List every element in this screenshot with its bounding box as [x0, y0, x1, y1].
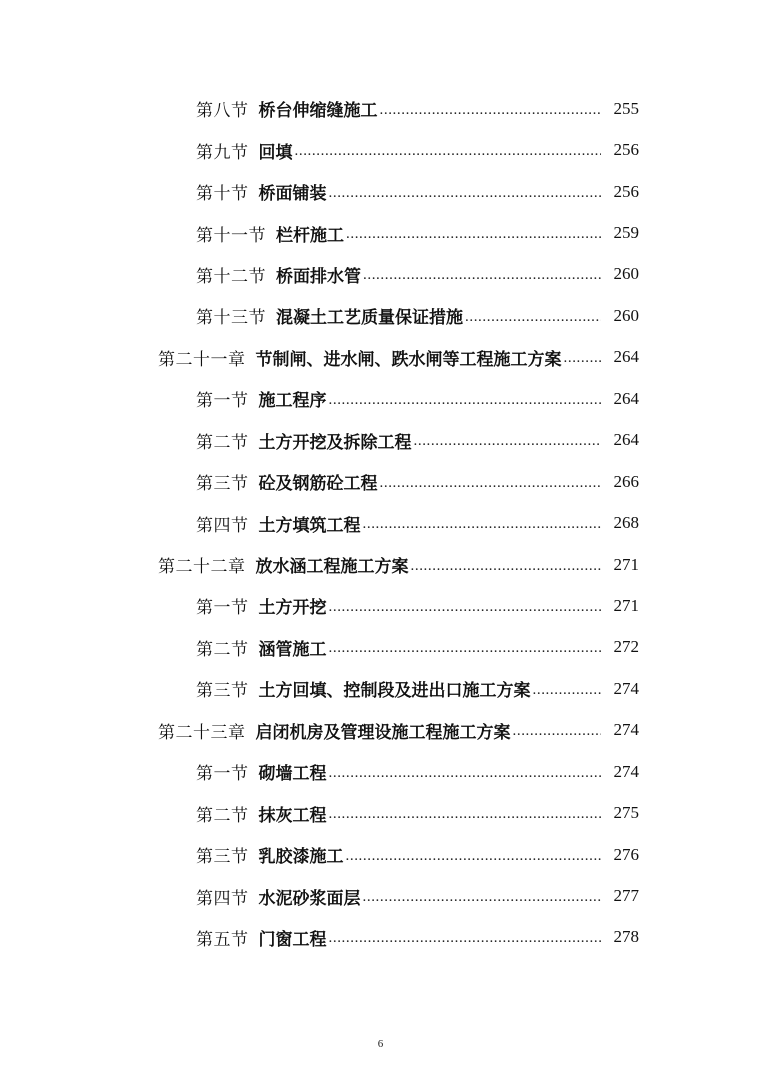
- toc-entry-title: 涵管施工: [258, 639, 327, 660]
- toc-entry-title: 土方填筑工程: [258, 515, 361, 536]
- toc-entry-number: 第一节: [196, 598, 249, 619]
- toc-entry-title: 混凝土工艺质量保证措施: [276, 308, 463, 329]
- toc-entry-page: 256: [613, 140, 639, 160]
- toc-entry-page: 274: [613, 761, 639, 781]
- dot-leader: [380, 476, 602, 492]
- toc-entry-number: 第二节: [196, 639, 249, 660]
- toc-entry-number: 第二十一章: [158, 349, 246, 370]
- toc-entry-page: 275: [613, 803, 639, 823]
- page-number: 6: [377, 1038, 384, 1050]
- toc-entry-title: 桥面铺装: [258, 184, 327, 205]
- toc-entry-number: 第四节: [196, 515, 249, 536]
- toc-section-entry[interactable]: [0, 420, 761, 461]
- toc-chapter-entry[interactable]: [0, 337, 761, 378]
- toc-entry-page: 277: [613, 886, 639, 906]
- dot-leader: [329, 931, 602, 947]
- dot-leader: [564, 351, 602, 367]
- toc-entry-number: 第二十三章: [158, 722, 246, 743]
- toc-entry-number: 第十节: [196, 184, 249, 205]
- dot-leader: [414, 434, 602, 450]
- table-of-contents: [0, 88, 761, 958]
- dot-leader: [533, 683, 602, 699]
- toc-entry-title: 启闭机房及管理设施工程施工方案: [255, 722, 511, 743]
- toc-entry-number: 第九节: [196, 142, 249, 163]
- toc-section-entry[interactable]: [0, 88, 761, 129]
- toc-entry-number: 第三节: [196, 847, 249, 868]
- dot-leader: [363, 268, 601, 284]
- dot-leader: [411, 559, 602, 575]
- toc-entry-page: 260: [613, 264, 639, 284]
- toc-section-entry[interactable]: [0, 129, 761, 170]
- toc-entry-page: 256: [613, 181, 639, 201]
- dot-leader: [346, 227, 601, 243]
- toc-section-entry[interactable]: [0, 751, 761, 792]
- dot-leader: [380, 103, 602, 119]
- toc-entry-page: 260: [613, 305, 639, 325]
- toc-chapter-entry[interactable]: [0, 710, 761, 751]
- toc-entry-number: 第一节: [196, 764, 249, 785]
- toc-entry-title: 水泥砂浆面层: [258, 888, 361, 909]
- toc-entry-page: 264: [613, 388, 639, 408]
- toc-entry-page: 268: [613, 513, 639, 533]
- dot-leader: [329, 641, 602, 657]
- toc-entry-title: 放水涵工程施工方案: [255, 557, 409, 578]
- dot-leader: [295, 144, 602, 160]
- toc-entry-title: 回填: [258, 142, 293, 163]
- toc-entry-page: 272: [613, 637, 639, 657]
- toc-entry-title: 施工程序: [258, 391, 327, 412]
- toc-entry-page: 278: [613, 927, 639, 947]
- toc-entry-title: 桥面排水管: [276, 266, 361, 287]
- toc-entry-number: 第十一节: [196, 225, 266, 246]
- dot-leader: [329, 393, 602, 409]
- toc-entry-page: 255: [613, 98, 639, 118]
- toc-entry-page: 274: [613, 720, 639, 740]
- toc-entry-page: 264: [613, 430, 639, 450]
- toc-entry-page: 271: [613, 554, 639, 574]
- toc-entry-title: 桥台伸缩缝施工: [258, 101, 378, 122]
- toc-entry-number: 第三节: [196, 474, 249, 495]
- toc-section-entry[interactable]: [0, 378, 761, 419]
- toc-section-entry[interactable]: [0, 254, 761, 295]
- toc-entry-title: 门窗工程: [258, 929, 327, 950]
- toc-section-entry[interactable]: [0, 834, 761, 875]
- dot-leader: [363, 890, 602, 906]
- toc-entry-title: 栏杆施工: [276, 225, 344, 246]
- toc-entry-page: 274: [613, 678, 639, 698]
- toc-entry-page: 271: [613, 595, 639, 615]
- toc-entry-number: 第四节: [196, 888, 249, 909]
- toc-entry-title: 砌墙工程: [258, 764, 327, 785]
- dot-leader: [329, 766, 602, 782]
- toc-entry-number: 第二节: [196, 432, 249, 453]
- toc-section-entry[interactable]: [0, 502, 761, 543]
- toc-entry-title: 土方开挖及拆除工程: [258, 432, 412, 453]
- toc-entry-title: 抹灰工程: [258, 805, 327, 826]
- toc-chapter-entry[interactable]: [0, 544, 761, 585]
- toc-entry-page: 264: [613, 347, 639, 367]
- toc-entry-title: 土方回填、控制段及进出口施工方案: [258, 681, 531, 702]
- toc-section-entry[interactable]: [0, 212, 761, 253]
- toc-entry-number: 第二节: [196, 805, 249, 826]
- toc-entry-page: 266: [613, 471, 639, 491]
- toc-section-entry[interactable]: [0, 585, 761, 626]
- dot-leader: [329, 600, 602, 616]
- dot-leader: [329, 186, 602, 202]
- toc-section-entry[interactable]: [0, 295, 761, 336]
- toc-section-entry[interactable]: [0, 668, 761, 709]
- toc-entry-title: 砼及钢筋砼工程: [258, 474, 378, 495]
- toc-entry-number: 第三节: [196, 681, 249, 702]
- toc-entry-title: 节制闸、进水闸、跌水闸等工程施工方案: [255, 349, 562, 370]
- toc-entry-number: 第二十二章: [158, 557, 246, 578]
- toc-section-entry[interactable]: [0, 875, 761, 916]
- toc-entry-title: 土方开挖: [258, 598, 327, 619]
- toc-entry-number: 第八节: [196, 101, 249, 122]
- toc-entry-page: 259: [613, 223, 639, 243]
- toc-section-entry[interactable]: [0, 627, 761, 668]
- dot-leader: [329, 807, 602, 823]
- toc-section-entry[interactable]: [0, 171, 761, 212]
- toc-entry-page: 276: [613, 844, 639, 864]
- toc-entry-number: 第十二节: [196, 266, 266, 287]
- dot-leader: [465, 310, 601, 326]
- toc-entry-number: 第五节: [196, 929, 249, 950]
- toc-entry-number: 第一节: [196, 391, 249, 412]
- toc-entry-title: 乳胶漆施工: [258, 847, 344, 868]
- toc-section-entry[interactable]: [0, 461, 761, 502]
- dot-leader: [346, 849, 602, 865]
- toc-entry-number: 第十三节: [196, 308, 266, 329]
- dot-leader: [363, 517, 602, 533]
- dot-leader: [513, 724, 602, 740]
- toc-section-entry[interactable]: [0, 792, 761, 833]
- toc-section-entry[interactable]: [0, 917, 761, 958]
